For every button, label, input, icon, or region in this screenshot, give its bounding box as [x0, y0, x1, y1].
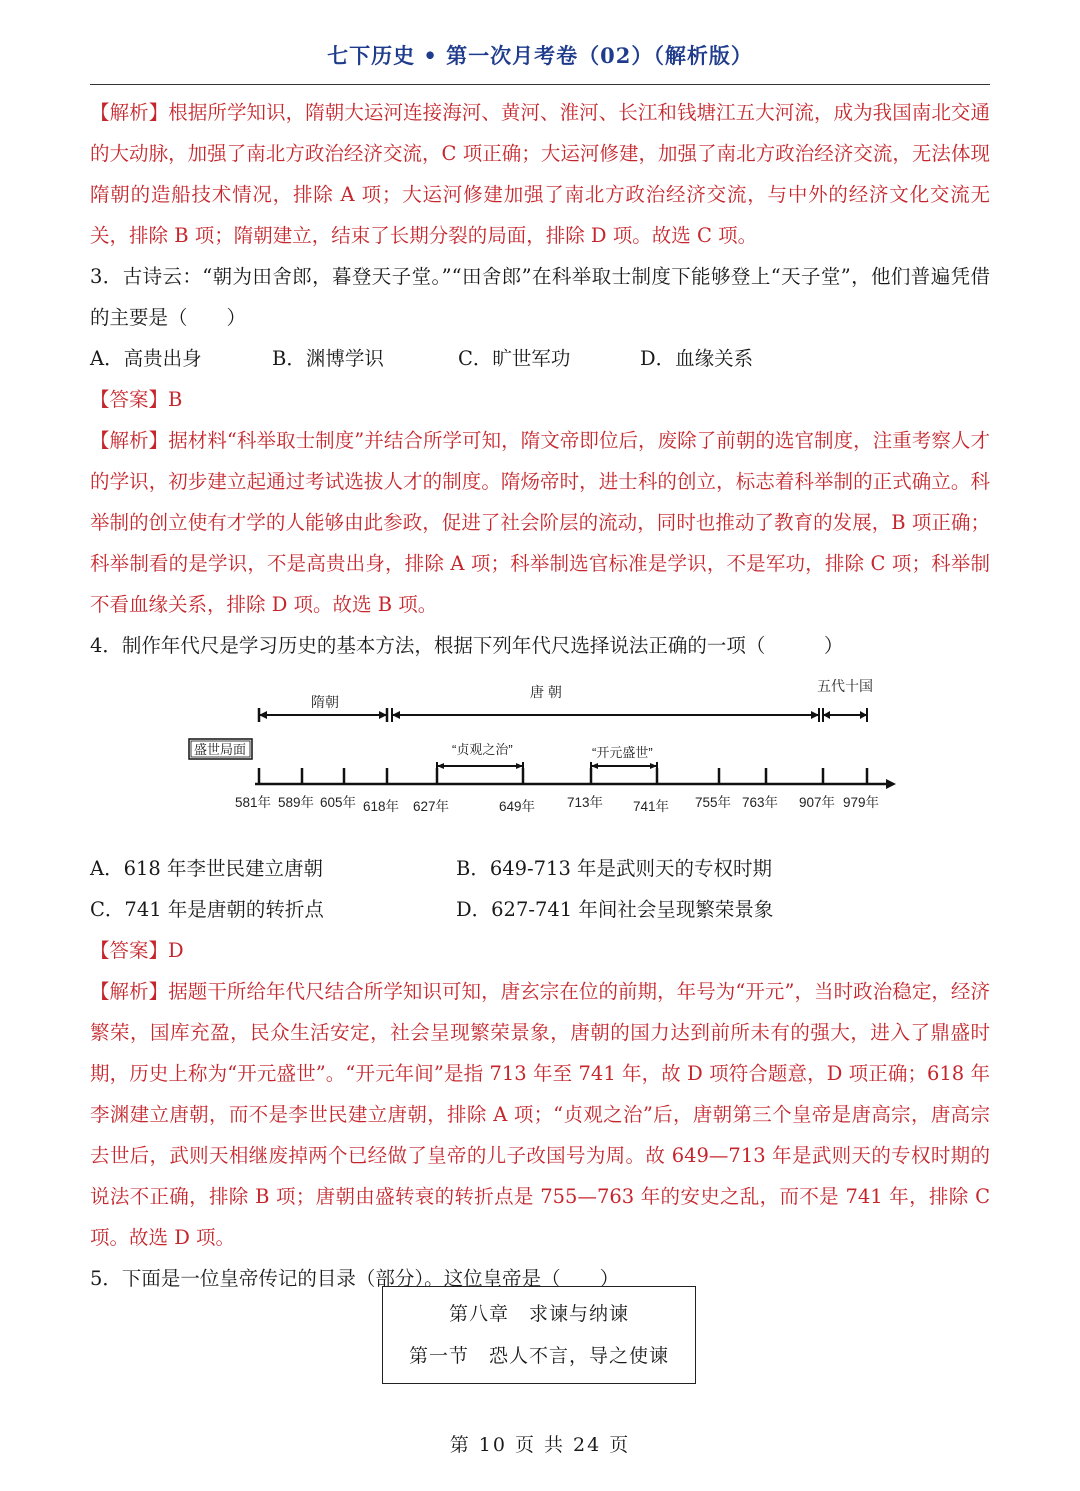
- q3-option-b: B．渊博学识: [272, 347, 384, 370]
- q4-options-row1: [90, 848, 990, 889]
- timeline-year-label: 979年: [843, 795, 880, 810]
- q4-answer-label: 【答案】: [90, 939, 169, 962]
- q3-option-a: A．高贵出身: [90, 347, 202, 370]
- q3-answer-value: B: [168, 388, 183, 411]
- page-number: 第 10 页 共 24 页: [449, 1434, 631, 1456]
- timeline-year-label: 627年: [413, 799, 450, 814]
- q5-stem: 5．下面是一位皇帝传记的目录（部分）。这位皇帝是（ ）: [90, 1267, 620, 1290]
- timeline-year-label: 907年: [799, 795, 836, 810]
- q3-analysis: [90, 420, 990, 625]
- q2-analysis-label: 【解析】: [90, 101, 169, 124]
- document-body: [90, 92, 990, 1299]
- header-divider: [90, 84, 990, 85]
- q4-option-a: A．618 年李世民建立唐朝: [90, 857, 324, 880]
- q4-analysis-text: 据题干所给年代尺结合所学知识可知，唐玄宗在位的前期，年号为“开元”，当时政治稳定，经济繁荣，国库充盈，民众生活安定，社会呈现繁荣景象，唐朝的国力达到前所未有的强大，进入了鼎盛时期，历史上称为“开元盛世”。“开元年间”是指 713 年至 741 年，故 D 项符合题意，D 项正确；618 年李渊建立唐朝，而不是李世民建立唐朝，排除 A 项；“贞观之治”后，唐朝第三个皇帝是唐高宗，唐高宗去世后，武则天相继废掉两个已经做了皇帝的儿子改国号为周。故 649—713 年是武则天的专权时期的说法不正确，排除 B 项；唐朝由盛转衰的转折点是 755—763 年的安史之乱，而不是 741 年，排除 C 项。故选 D 项。: [90, 980, 990, 1249]
- q4-option-c: C．741 年是唐朝的转折点: [90, 898, 324, 921]
- biography-toc-box: [382, 1286, 696, 1384]
- toc-chapter: 第八章 求谏与纳谏: [448, 1303, 629, 1325]
- timeline-year-label: 649年: [499, 799, 536, 814]
- q4-analysis-label: 【解析】: [90, 980, 169, 1003]
- q4-options-row2: [90, 889, 990, 930]
- timeline-year-label: 581年: [235, 795, 272, 810]
- page-header-title: 七下历史 • 第一次月考卷（02）（解析版）: [327, 43, 753, 68]
- timeline-year-label: 618年: [363, 799, 400, 814]
- q3-answer-label: 【答案】: [90, 388, 169, 411]
- timeline-ticks: [259, 768, 867, 784]
- q4-analysis: [90, 971, 990, 1258]
- q2-analysis: [90, 92, 990, 256]
- q4-option-d: D．627-741 年间社会呈现繁荣景象: [456, 898, 774, 921]
- label-box-text: 盛世局面: [194, 742, 247, 757]
- q4-stem: 4．制作年代尺是学习历史的基本方法，根据下列年代尺选择说法正确的一项（ ）: [90, 634, 844, 657]
- period-sui-label: 隋朝: [311, 694, 339, 710]
- zhenguan-label: “贞观之治”: [452, 742, 513, 757]
- timeline-svg: [90, 666, 990, 848]
- q4-answer: [90, 930, 990, 971]
- timeline-year-label: 605年: [320, 795, 357, 810]
- toc-section: 第一节 恐人不言，导之使谏: [408, 1345, 669, 1367]
- timeline-year-label: 741年: [633, 799, 670, 814]
- q4-answer-value: D: [168, 939, 184, 962]
- period-wudai-label: 五代十国: [817, 678, 873, 694]
- timeline-year-label: 755年: [695, 795, 732, 810]
- q3-option-c: C．旷世军功: [458, 347, 571, 370]
- period-tang-label: 唐 朝: [530, 684, 562, 700]
- timeline-figure: [90, 666, 990, 848]
- q3-option-d: D．血缘关系: [640, 347, 754, 370]
- q3-analysis-text: 据材料“科举取士制度”并结合所学可知，隋文帝即位后，废除了前朝的选官制度，注重考察人才的学识，初步建立起通过考试选拔人才的制度。隋炀帝时，进士科的创立，标志着科举制的正式确立。科举制的创立使有才学的人能够由此参政，促进了社会阶层的流动，同时也推动了教育的发展，B 项正确；科举制看的是学识，不是高贵出身，排除 A 项；科举制选官标准是学识，不是军功，排除 C 项；科举制不看血缘关系，排除 D 项。故选 B 项。: [90, 429, 990, 616]
- timeline-year-label: 713年: [567, 795, 604, 810]
- q4-option-b: B．649-713 年是武则天的专权时期: [456, 857, 773, 880]
- q3-analysis-label: 【解析】: [90, 429, 169, 452]
- q3-options: [90, 338, 990, 379]
- q3-answer: [90, 379, 990, 420]
- q3-stem: 3．古诗云：“朝为田舍郎，暮登天子堂。”“田舍郎”在科举取士制度下能够登上“天子堂”，他们普遍凭借的主要是（ ）: [90, 265, 990, 329]
- q2-analysis-text: 根据所学知识，隋朝大运河连接海河、黄河、淮河、长江和钱塘江五大河流，成为我国南北交通的大动脉，加强了南北方政治经济交流，C 项正确；大运河修建，加强了南北方政治经济交流，无法体现隋朝的造船技术情况，排除 A 项；大运河修建加强了南北方政治经济交流，与中外的经济文化交流无关，排除 B 项；隋朝建立，结束了长期分裂的局面，排除 D 项。故选 C 项。: [90, 101, 990, 247]
- timeline-year-label: 589年: [278, 795, 315, 810]
- timeline-year-labels: [235, 794, 879, 814]
- kaiyuan-label: “开元盛世”: [592, 745, 653, 760]
- timeline-year-label: 763年: [742, 795, 779, 810]
